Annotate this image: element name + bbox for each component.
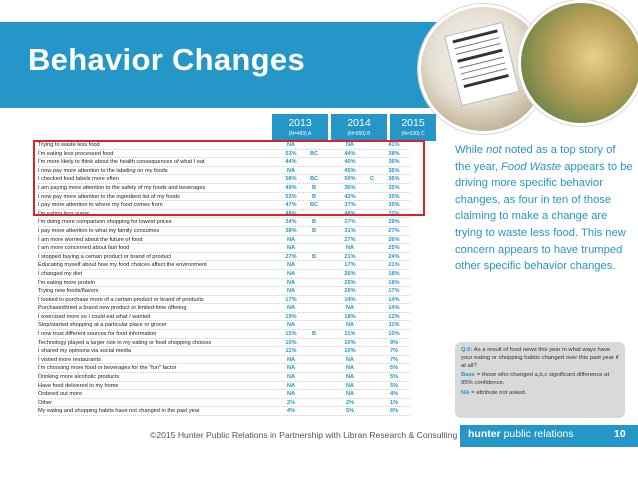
row-label: I'm more likely to think about the health consequences of what I eat <box>38 159 205 166</box>
value-2015: 4% <box>389 391 399 398</box>
row-label: Trying to waste less food <box>38 142 100 148</box>
value-2014: 5% <box>345 408 355 415</box>
table-row <box>36 373 414 382</box>
value-2014: 27% <box>344 219 356 226</box>
table-row <box>36 236 414 245</box>
table-row <box>36 253 414 262</box>
value-2014: 44% <box>344 150 356 157</box>
value-2013: 19% <box>285 313 297 320</box>
value-2013: NA <box>286 167 296 174</box>
row-label: Purchased/tried a brand new product or limited-time offering <box>38 305 187 312</box>
value-2015: 7% <box>389 348 399 355</box>
row-label: I'm eating less processed food <box>38 150 114 157</box>
value-2015: 18% <box>388 270 400 277</box>
table-row <box>36 382 414 391</box>
row-label: I pay more attention to what my family consumes <box>38 227 160 234</box>
value-2013: NA <box>286 382 296 389</box>
value-2015: 27% <box>388 227 400 234</box>
table-row <box>36 270 414 279</box>
value-2013: NA <box>286 279 296 286</box>
value-2014: NA <box>345 391 355 398</box>
value-2015: 35% <box>388 184 400 191</box>
row-label: I am more concerned about fast food <box>38 245 130 252</box>
value-2014: 11% <box>344 331 356 338</box>
value-2013: NA <box>286 322 296 329</box>
table-row <box>36 261 414 270</box>
row-label: Ordered out more <box>38 391 83 398</box>
table-row <box>36 364 414 373</box>
value-2014: 36% <box>344 184 356 191</box>
value-2015: 29% <box>388 219 400 226</box>
value-2015: 9% <box>389 339 399 346</box>
value-2013: NA <box>286 262 296 269</box>
table-row <box>36 279 414 288</box>
column-header-2013: 2013 (N=493) A <box>272 114 328 141</box>
table-row <box>36 304 414 313</box>
row-label: I checked food labels more often <box>38 176 119 183</box>
value-2014: NA <box>345 142 355 148</box>
value-2013: NA <box>286 305 296 312</box>
row-label: Trying new foods/flavors <box>38 288 99 295</box>
value-2015: 11% <box>388 322 400 329</box>
value-2013: 49% <box>285 184 297 191</box>
page-number: 10 <box>614 428 626 440</box>
value-2014: NA <box>345 374 355 381</box>
value-2015: 35% <box>388 202 400 209</box>
value-2013: 48% <box>285 210 297 217</box>
value-2015: 14% <box>388 296 400 303</box>
value-2013: 58% <box>285 176 297 183</box>
row-label: I am more worried about the future of food <box>38 236 143 243</box>
value-2015: 12% <box>388 313 400 320</box>
row-label: I now pay more attention to the ingredient list of my foods <box>38 193 180 200</box>
value-2014: 18% <box>344 313 356 320</box>
column-header-2014: 2014 (N=550) B <box>331 114 387 141</box>
page-title: Behavior Changes <box>28 42 305 77</box>
value-2015: 35% <box>388 193 400 200</box>
sig-2013: B <box>311 227 317 234</box>
value-2013: NA <box>286 142 296 148</box>
table-row <box>36 339 414 348</box>
sig-2013: B <box>311 253 317 260</box>
table-row <box>36 227 414 236</box>
row-label: I'm doing more comparison shopping for lowest prices <box>38 219 172 226</box>
commentary-text: While not noted as a top story of the year, Food Waste appears to be driving more specific behavior changes, as four in ten of those claiming to make a change are trying to waste less food. This new concern appears to have trumped other specific behavior changes. <box>455 144 633 273</box>
row-label: My eating and shopping habits have not changed in the past year <box>38 408 200 415</box>
value-2013: 38% <box>285 227 297 234</box>
table-row <box>36 218 414 227</box>
value-2014: NA <box>345 356 355 363</box>
value-2014: 27% <box>344 236 356 243</box>
table-row <box>36 356 414 365</box>
highlight-box <box>33 140 425 216</box>
value-2015: 36% <box>388 176 400 183</box>
row-label: I'm eating more protein <box>38 279 96 286</box>
value-2015: 26% <box>388 236 400 243</box>
table-row <box>36 390 414 399</box>
value-2014: 21% <box>344 253 356 260</box>
value-2014: NA <box>345 365 355 372</box>
value-2014: NA <box>345 322 355 329</box>
value-2015: 7% <box>389 356 399 363</box>
value-2013: 15% <box>285 331 297 338</box>
value-2015: 36% <box>388 167 400 174</box>
value-2013: 47% <box>285 202 297 209</box>
value-2014: 37% <box>344 202 356 209</box>
value-2015: 41% <box>388 142 400 148</box>
value-2013: 4% <box>286 408 296 415</box>
sig-2013: B <box>311 193 317 200</box>
value-2015: 1% <box>389 399 399 406</box>
value-2014: 40% <box>344 159 356 166</box>
value-2013: NA <box>286 288 296 295</box>
value-2014: 14% <box>344 296 356 303</box>
row-label: I now trust different sources for food information <box>38 331 157 338</box>
table-row <box>36 296 414 305</box>
value-2015: 14% <box>388 305 400 312</box>
value-2015: 5% <box>389 382 399 389</box>
value-2015: 18% <box>388 279 400 286</box>
copyright-text: ©2015 Hunter Public Relations in Partnership with Libran Research & Consulting <box>150 430 458 440</box>
row-label: Stop/started shopping at a particular place or grocer <box>38 322 167 329</box>
value-2013: 44% <box>285 159 297 166</box>
row-label: Educating myself about how my food choices affect the environment <box>38 262 207 269</box>
sig-2013: BC <box>309 176 319 183</box>
row-label: Drinking more alcoholic products <box>38 374 120 381</box>
row-divider <box>38 415 410 416</box>
value-2013: 34% <box>285 219 297 226</box>
value-2015: 5% <box>389 374 399 381</box>
value-2013: NA <box>286 236 296 243</box>
table-row <box>36 313 414 322</box>
row-label: I pay more attention to where my food comes from <box>38 202 163 209</box>
value-2014: NA <box>345 245 355 252</box>
sig-2013: BC <box>309 202 319 209</box>
row-label: I'm choosing more food or beverages for the "fun" factor <box>38 365 177 372</box>
sig-2013: B <box>311 331 317 338</box>
table-row <box>36 321 414 330</box>
value-2014: 42% <box>344 193 356 200</box>
row-label: Technology played a larger role in my eating or food shopping choices <box>38 339 212 346</box>
value-2014: 26% <box>344 288 356 295</box>
table-row <box>36 347 414 356</box>
value-2015: 17% <box>388 288 400 295</box>
value-2014: NA <box>345 382 355 389</box>
value-2013: NA <box>286 374 296 381</box>
food-photo <box>518 0 638 126</box>
value-2014: 26% <box>344 270 356 277</box>
value-2015: 32% <box>388 210 400 217</box>
value-2014: 2% <box>345 399 355 406</box>
value-2015: 25% <box>388 245 400 252</box>
value-2015: 5% <box>389 365 399 372</box>
value-2013: 10% <box>285 339 297 346</box>
table-row <box>36 287 414 296</box>
table-row <box>36 330 414 339</box>
value-2014: 50% <box>344 176 356 183</box>
value-2013: NA <box>286 356 296 363</box>
row-label: Other <box>38 399 52 406</box>
row-label: I visited more restaurants <box>38 356 101 363</box>
sig-2014: C <box>369 176 375 183</box>
value-2015: 38% <box>388 150 400 157</box>
sig-2013: B <box>311 219 317 226</box>
value-2014: 45% <box>344 167 356 174</box>
value-2015: 24% <box>388 253 400 260</box>
row-label: I am paying more attention to the safety of my foods and beverages <box>38 184 206 191</box>
row-label: I exercised more so I could eat what I wanted <box>38 313 151 320</box>
value-2015: 36% <box>388 159 400 166</box>
row-label: I now pay more attention to the labeling on my foods <box>38 167 168 174</box>
value-2014: 10% <box>344 348 356 355</box>
value-2015: 21% <box>388 262 400 269</box>
value-2013: 17% <box>285 296 297 303</box>
value-2013: 11% <box>285 348 297 355</box>
row-label: I stopped buying a certain product or brand of product <box>38 253 172 260</box>
question-note: Q.6: As a result of food news this year in what ways have your eating or shopping habits changed over this past year if at all? Base = those who changed a,b,c significant difference at 95% confidence. NA = attribute not asked. <box>455 342 625 418</box>
table-row <box>36 407 414 416</box>
brand-logo: hunter public relations <box>468 428 574 440</box>
value-2014: 31% <box>344 227 356 234</box>
value-2014: 17% <box>344 262 356 269</box>
table-row <box>36 244 414 253</box>
value-2013: 53% <box>285 193 297 200</box>
value-2015: 6% <box>389 408 399 415</box>
column-header-2015: 2015 (N=530) C <box>390 114 436 141</box>
row-label: I changed my diet <box>38 270 83 277</box>
value-2014: 25% <box>344 279 356 286</box>
value-2013: NA <box>286 270 296 277</box>
value-2013: NA <box>286 245 296 252</box>
value-2014: 10% <box>344 339 356 346</box>
value-2013: NA <box>286 365 296 372</box>
value-2013: NA <box>286 391 296 398</box>
sig-2013: BC <box>309 150 319 157</box>
value-2015: 10% <box>388 331 400 338</box>
row-label: I looked to purchase more of a certain product or brand of products <box>38 296 204 303</box>
value-2013: 53% <box>285 150 297 157</box>
footer <box>0 425 638 479</box>
row-label: I shared my opinions via social media <box>38 348 131 355</box>
value-2014: 48% <box>344 210 356 217</box>
value-2014: NA <box>345 305 355 312</box>
table-row <box>36 399 414 408</box>
row-label: Have food delivered to my home <box>38 382 119 389</box>
title-banner <box>0 0 638 108</box>
sig-2013: B <box>311 184 317 191</box>
value-2013: 27% <box>285 253 297 260</box>
value-2013: 2% <box>286 399 296 406</box>
row-label: I'm eating less sugar <box>38 210 90 217</box>
